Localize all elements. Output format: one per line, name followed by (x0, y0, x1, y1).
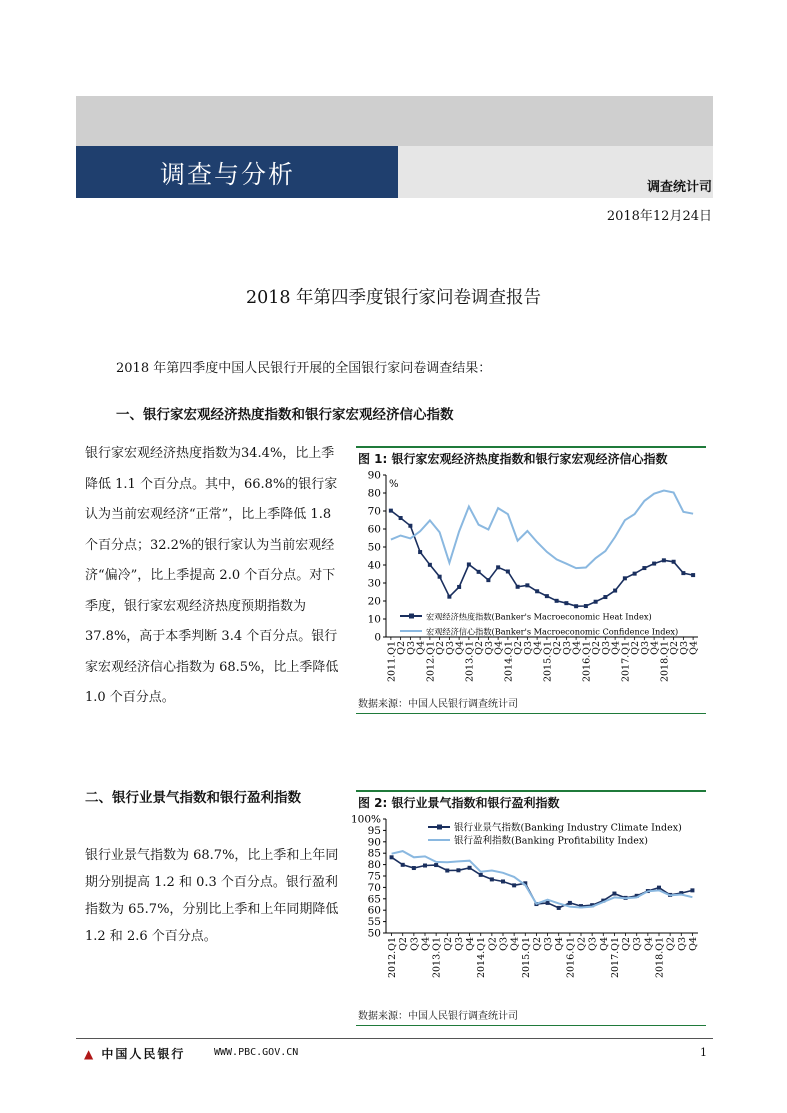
section-2-body: 银行业景气指数为 68.7%，比上季和上年同期分别提高 1.2 和 0.3 个百分点。银行盈利指数为 65.7%，分别比上季和上年同期降低 1.2 和 2.6 个百分点。 (85, 848, 339, 944)
y-tick-label: 80 (367, 859, 381, 872)
series-1-point (612, 892, 616, 896)
y-tick-label: 75 (367, 870, 381, 883)
x-tick-label: 2017.Q1 (620, 641, 632, 683)
series-line-2 (391, 491, 693, 569)
x-tick-label: Q3 (522, 641, 534, 655)
x-tick-label: Q2 (630, 641, 642, 655)
y-tick-label: 40 (367, 559, 381, 572)
x-tick-label: Q3 (600, 641, 612, 655)
y-tick-label: 60 (367, 523, 381, 536)
series-1-point (690, 888, 694, 892)
series-1-point (506, 569, 510, 573)
y-tick-label: 100% (350, 813, 381, 826)
footer-url[interactable]: WWW.PBC.GOV.CN (214, 1047, 299, 1058)
series-1-point (438, 575, 442, 579)
x-tick-label: 2017.Q1 (609, 937, 621, 979)
figure-1-title: 图 1: 银行家宏观经济热度指数和银行家宏观经济信心指数 (358, 452, 668, 466)
legend-marker-1 (409, 614, 414, 619)
series-1-point (412, 866, 416, 870)
x-tick-label: Q2 (665, 937, 677, 951)
legend-label-2: 宏观经济信心指数(Banker's Macroeconomic Confidence Index) (426, 626, 679, 637)
department-label: 调查统计司 (646, 180, 712, 195)
series-1-point (477, 570, 481, 574)
series-1-point (594, 600, 598, 604)
header-gray-band (76, 96, 713, 146)
series-1-point (545, 594, 549, 598)
y-tick-label: 80 (367, 487, 381, 500)
series-1-point (428, 563, 432, 567)
series-1-point (662, 558, 666, 562)
x-tick-label: Q2 (435, 641, 447, 655)
x-tick-label: 2014.Q1 (476, 937, 488, 979)
figure-2-source: 数据来源：中国人民银行调查统计司 (358, 1011, 518, 1022)
series-1-point (389, 509, 393, 513)
x-tick-label: Q4 (643, 937, 655, 951)
series-1-point (479, 873, 483, 877)
x-tick-label: Q4 (688, 641, 700, 655)
x-tick-label: Q4 (598, 937, 610, 951)
y-tick-label: 85 (367, 847, 381, 860)
figure-1-chart (356, 467, 706, 689)
series-1-point (525, 583, 529, 587)
intro-paragraph: 2018 年第四季度中国人民银行开展的全国银行家问卷调查结果： (116, 361, 492, 376)
x-tick-label: 2012.Q1 (425, 641, 437, 683)
series-1-point (456, 868, 460, 872)
x-tick-label: 2018.Q1 (659, 641, 671, 683)
section-title: 调查与分析 (160, 160, 296, 189)
series-1-point (399, 516, 403, 520)
legend-label-1: 银行业景气指数(Banking Industry Climate Index) (454, 822, 682, 834)
x-tick-label: Q3 (444, 641, 456, 655)
series-1-point (557, 906, 561, 910)
series-1-point (613, 589, 617, 593)
section-2-heading: 二、银行业景气指数和银行盈利指数 (85, 790, 301, 806)
x-tick-label: Q4 (532, 641, 544, 655)
y-tick-label: 90 (367, 836, 381, 849)
series-1-point (512, 883, 516, 887)
x-tick-label: Q2 (591, 641, 603, 655)
series-1-point (496, 565, 500, 569)
series-1-point (603, 595, 607, 599)
x-tick-label: Q2 (442, 937, 454, 951)
x-tick-label: 2013.Q1 (464, 641, 476, 683)
figure-2-title: 图 2: 银行业景气指数和银行盈利指数 (358, 796, 560, 810)
series-1-point (501, 879, 505, 883)
x-tick-label: 2015.Q1 (520, 937, 532, 979)
figure-1 (356, 446, 706, 714)
y-tick-label: 65 (367, 893, 381, 906)
x-tick-label: Q3 (483, 641, 495, 655)
x-tick-label: Q2 (669, 641, 681, 655)
series-1-point (447, 595, 451, 599)
series-1-point (445, 869, 449, 873)
y-tick-label: 0 (374, 631, 381, 644)
x-tick-label: Q3 (632, 937, 644, 951)
x-tick-label: 2012.Q1 (387, 937, 399, 979)
series-line-2 (392, 851, 693, 907)
figure-1-bottom-rule (356, 713, 706, 714)
y-tick-label: 50 (367, 927, 381, 940)
report-date: 2018年12月24日 (606, 209, 712, 224)
section-1-heading: 一、银行家宏观经济热度指数和银行家宏观经济信心指数 (116, 407, 454, 423)
y-tick-label: 55 (367, 916, 381, 929)
unit-label: % (389, 479, 399, 490)
x-tick-label: 2016.Q1 (581, 641, 593, 683)
series-1-point (467, 562, 471, 566)
pbc-logo-text: 中国人民银行 (101, 1047, 186, 1061)
x-tick-label: Q2 (396, 641, 408, 655)
series-1-point (564, 601, 568, 605)
x-tick-label: Q4 (420, 937, 432, 951)
x-tick-label: Q4 (649, 641, 661, 655)
series-1-point (657, 886, 661, 890)
series-1-point (418, 550, 422, 554)
x-tick-label: 2013.Q1 (431, 937, 443, 979)
x-tick-label: Q4 (509, 937, 521, 951)
series-1-point (584, 604, 588, 608)
series-1-point (535, 589, 539, 593)
series-1-point (691, 573, 695, 577)
series-1-point (555, 599, 559, 603)
x-tick-label: Q3 (498, 937, 510, 951)
series-1-point (490, 877, 494, 881)
x-tick-label: 2014.Q1 (503, 641, 515, 683)
series-1-point (546, 901, 550, 905)
series-1-point (574, 604, 578, 608)
series-1-point (652, 562, 656, 566)
x-tick-label: 2016.Q1 (565, 937, 577, 979)
y-tick-label: 20 (367, 595, 381, 608)
series-1-point (642, 566, 646, 570)
series-1-point (672, 560, 676, 564)
x-tick-label: Q3 (405, 641, 417, 655)
y-tick-label: 60 (367, 904, 381, 917)
x-tick-label: Q4 (610, 641, 622, 655)
figure-2-bottom-rule (356, 1025, 706, 1026)
y-tick-label: 90 (367, 469, 381, 482)
x-tick-label: Q3 (543, 937, 555, 951)
x-tick-label: Q4 (493, 641, 505, 655)
series-1-point (681, 571, 685, 575)
series-1-point (423, 864, 427, 868)
y-tick-label: 95 (367, 824, 381, 837)
figure-2-chart (350, 811, 706, 1001)
y-tick-label: 10 (367, 613, 381, 626)
y-tick-label: 50 (367, 541, 381, 554)
series-1-point (408, 524, 412, 528)
pbc-emblem-icon: ▲ (84, 1047, 96, 1061)
x-tick-label: 2015.Q1 (542, 641, 554, 683)
x-tick-label: Q2 (398, 937, 410, 951)
x-tick-label: Q3 (453, 937, 465, 951)
legend-marker-1 (437, 825, 442, 830)
x-tick-label: Q2 (552, 641, 564, 655)
series-1-point (623, 576, 627, 580)
x-tick-label: Q4 (554, 937, 566, 951)
page-number: 1 (700, 1046, 707, 1059)
x-tick-label: Q2 (621, 937, 633, 951)
x-tick-label: Q4 (571, 641, 583, 655)
footer-rule (76, 1038, 713, 1039)
x-tick-label: 2011.Q1 (386, 641, 398, 683)
pbc-logo (84, 1045, 185, 1062)
series-1-point (568, 901, 572, 905)
x-tick-label: Q4 (415, 641, 427, 655)
x-tick-label: Q3 (639, 641, 651, 655)
series-1-point (468, 866, 472, 870)
x-tick-label: Q3 (676, 937, 688, 951)
x-tick-label: Q2 (487, 937, 499, 951)
x-tick-label: Q2 (474, 641, 486, 655)
x-tick-label: 2018.Q1 (654, 937, 666, 979)
x-tick-label: Q4 (687, 937, 699, 951)
series-1-point (434, 863, 438, 867)
x-tick-label: Q2 (531, 937, 543, 951)
legend-label-2: 银行盈利指数(Banking Profitability Index) (454, 835, 648, 847)
section-1-body: 银行家宏观经济热度指数为34.4%，比上季降低 1.1 个百分点。其中，66.8%的银行家认为当前宏观经济“正常”，比上季降低 1.8 个百分点；32.2%的银行家认为当前宏观经济“偏冷”，比上季提高 2.0 个百分点。对下季度，银行家宏观经济热度预期指数为37.8%，高于本季判断 3.4 个百分点。银行家宏观经济信心指数为 68.5%，比上季降低 1.0 个百分点。 (85, 446, 339, 705)
x-tick-label: Q2 (576, 937, 588, 951)
y-tick-label: 30 (367, 577, 381, 590)
x-tick-label: Q3 (561, 641, 573, 655)
series-1-point (633, 572, 637, 576)
figure-1-source: 数据来源：中国人民银行调查统计司 (358, 699, 518, 710)
y-tick-label: 70 (367, 881, 381, 894)
x-tick-label: Q3 (587, 937, 599, 951)
x-tick-label: Q3 (678, 641, 690, 655)
series-1-point (486, 578, 490, 582)
series-1-point (401, 863, 405, 867)
y-tick-label: 70 (367, 505, 381, 518)
x-tick-label: Q4 (465, 937, 477, 951)
series-line-1 (391, 511, 693, 607)
series-1-point (390, 855, 394, 859)
series-1-point (516, 585, 520, 589)
x-tick-label: Q4 (454, 641, 466, 655)
x-tick-label: Q3 (409, 937, 421, 951)
series-1-point (457, 585, 461, 589)
report-title: 2018 年第四季度银行家问卷调查报告 (245, 288, 542, 308)
figure-2 (350, 790, 706, 1026)
x-tick-label: Q2 (513, 641, 525, 655)
legend-label-1: 宏观经济热度指数(Banker's Macroeconomic Heat Index) (426, 611, 652, 622)
